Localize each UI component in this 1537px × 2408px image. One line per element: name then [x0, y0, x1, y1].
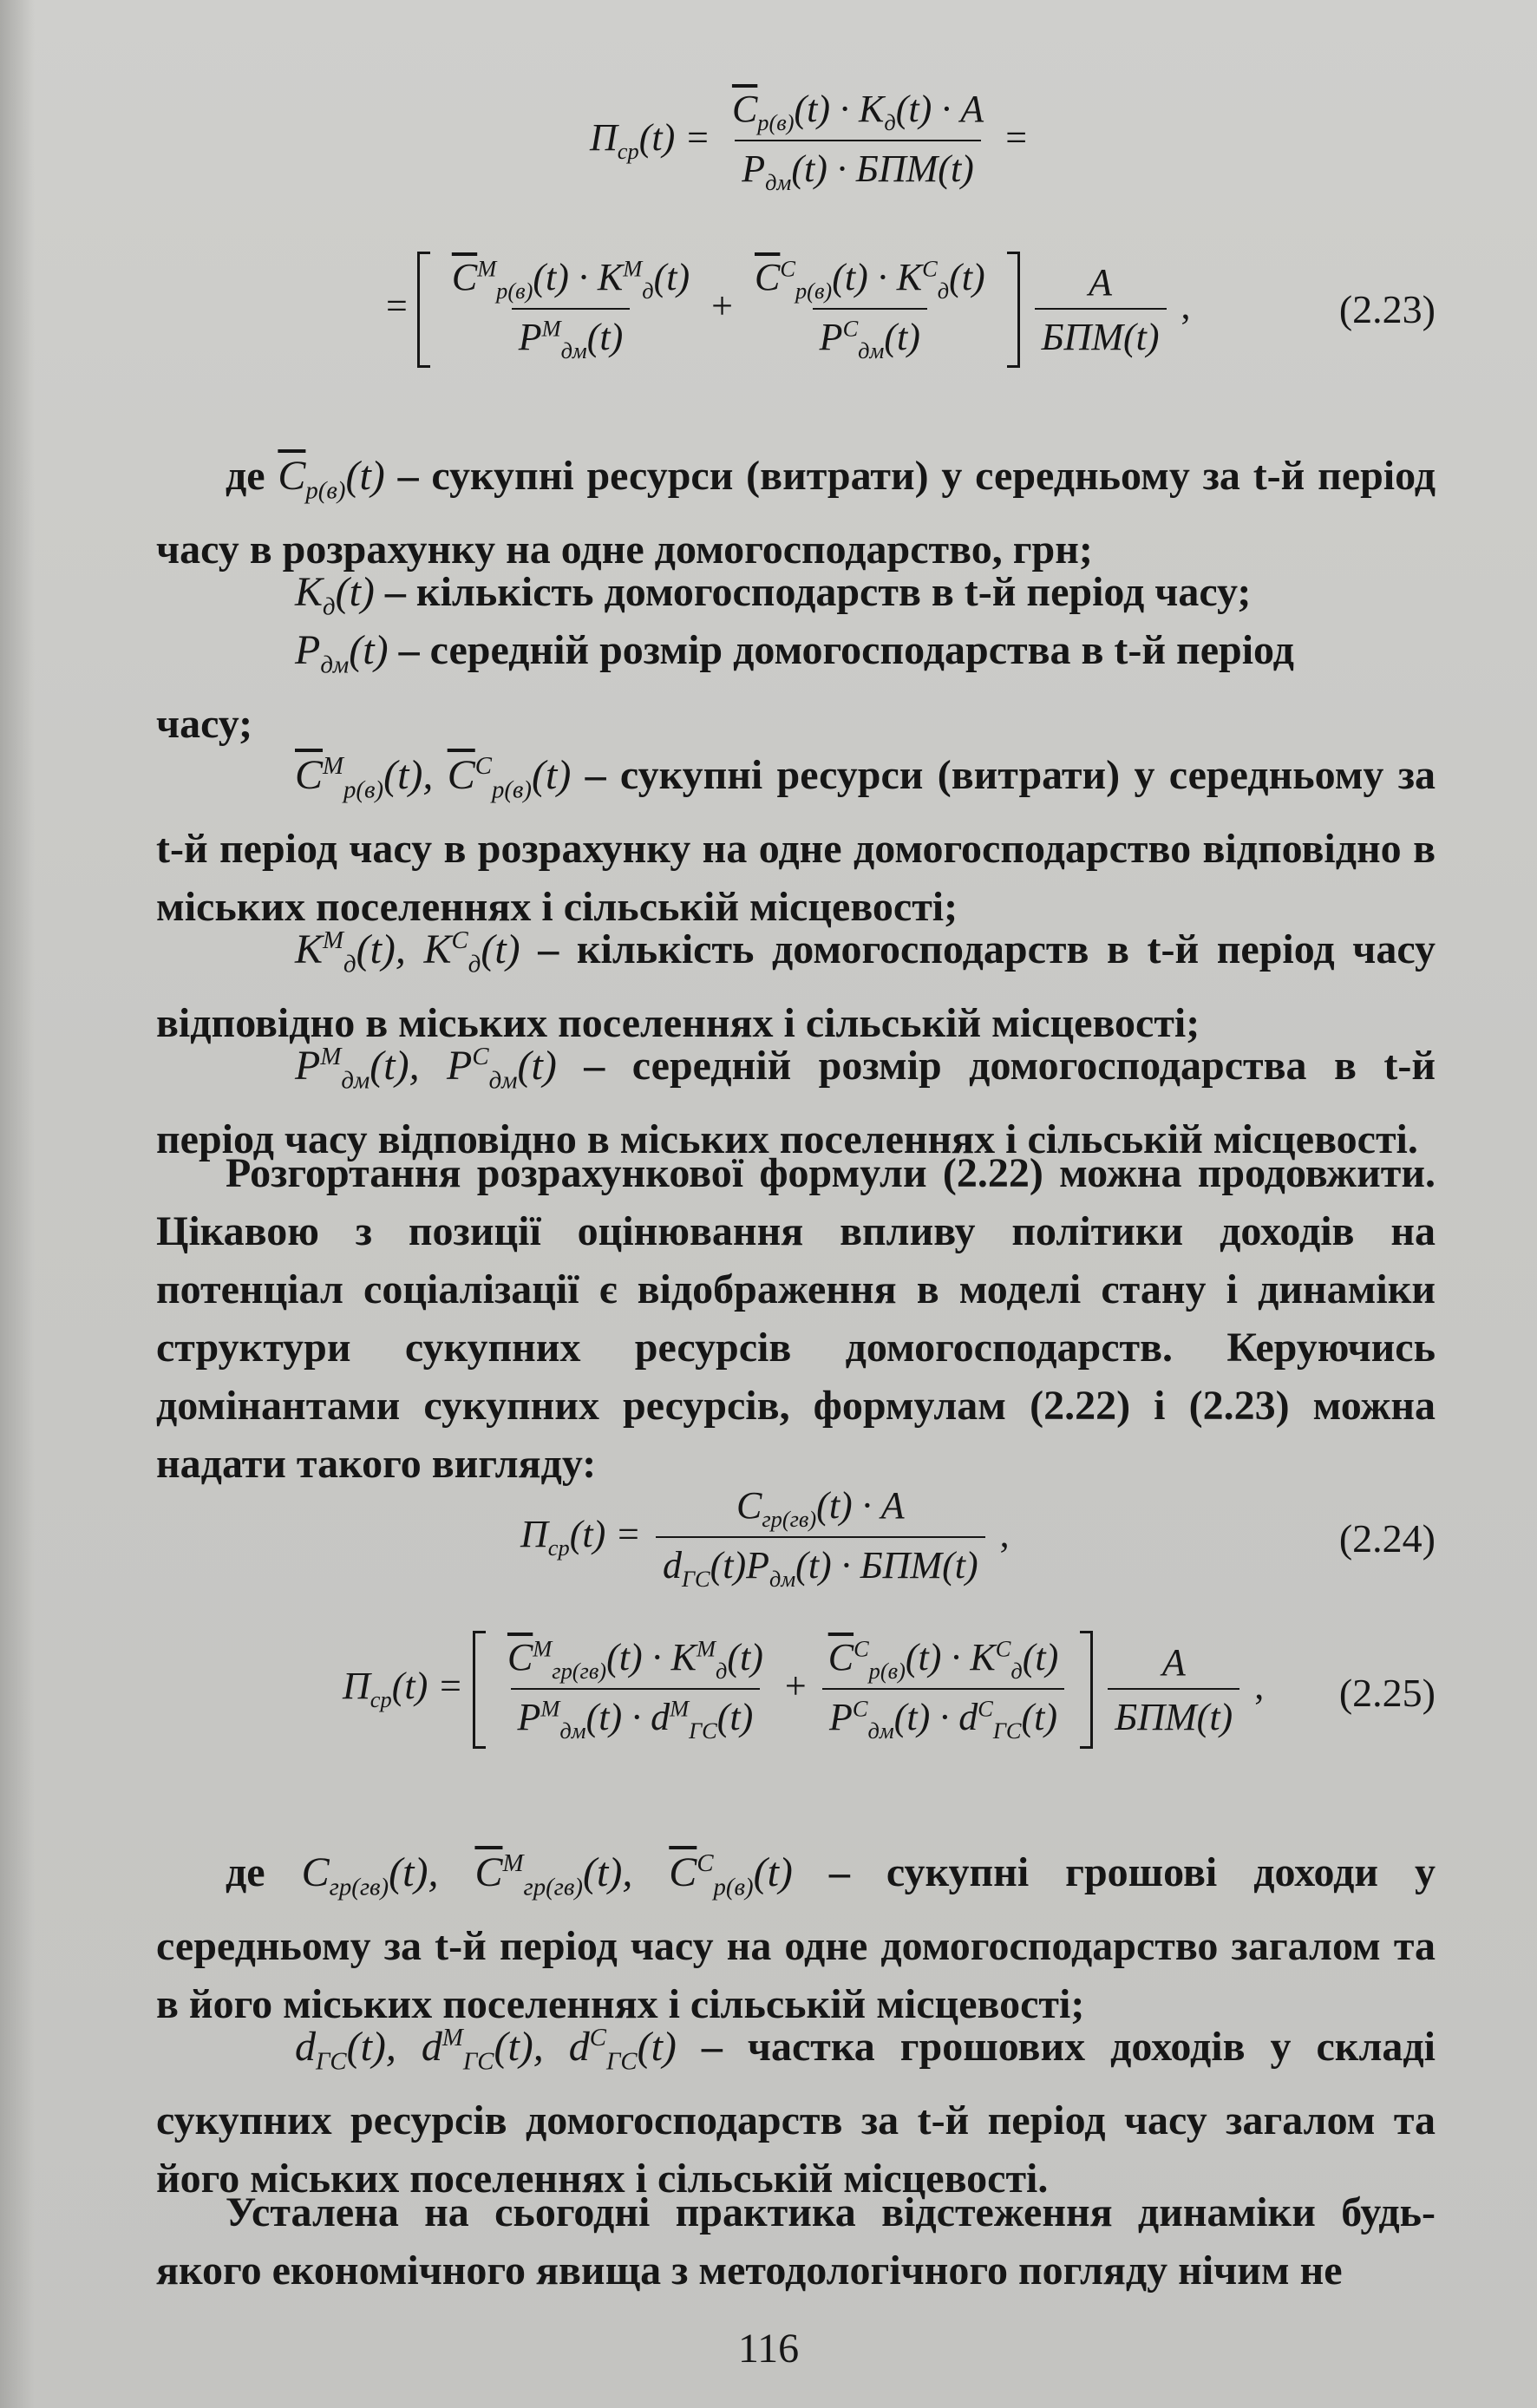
paragraph-definition-3: $P_{дм}(t)$ – середній розмір домогосподарства в t-й період часу;	[156, 627, 1294, 747]
page-number: 116	[737, 2326, 800, 2372]
page-edge-shadow	[0, 0, 35, 2408]
paragraph-definition-8: $d_{ГС}(t)$, $d^М_{ГС}(t)$, $d^С_{ГС}(t)$ – частка грошових доходів у складі сукупних ресурсів домогосподарств за t-й період часу загалом та його міських поселеннях і сільській місцевості.	[156, 2024, 1436, 2202]
paragraph-definition-1: де $\overline{C}_{р(в)}(t)$ – сукупні ресурси (витрати) у середньому за t-й період часу в розрахунку на одне домогосподарство, грн;	[156, 453, 1436, 573]
paragraph-main-text: Розгортання розрахункової формули (2.22) можна продовжити. Цікавою з позиції оцінювання впливу політики доходів на потенціал соціалізації є відображення в моделі стану і динаміки структури сукупних ресурсів домогосподарств. Керуючись домінантами сукупних ресурсів, формулам (2.22) і (2.23) можна надати такого вигляду:	[156, 1150, 1436, 1487]
paragraph-definition-6: $P^М_{дм}(t)$, $P^С_{дм}(t)$ – середній розмір домогосподарства в t-й період часу відповідно в міських поселеннях і сільській місцевості.	[156, 1043, 1436, 1162]
equation-number-2-24: (2.24)	[1338, 1516, 1436, 1561]
paragraph-closing: Усталена на сьогодні практика відстеження динаміки будь-якого економічного явища з методологічного погляду нічим не	[156, 2189, 1436, 2293]
equation-2-24: $П_{ср}(t)$ = $\frac{C_{гр(гв)}(t) \cdot A}{d_{ГС}(t)P_{дм}(t) \cdot БПМ(t)}$ ,	[520, 1484, 1010, 1592]
text-column	[156, 0, 1436, 2408]
paragraph-definition-7: де $C_{гр(гв)}(t)$, $\overline{C}^М_{гр(гв)}(t)$, $\overline{C}^С_{р(в)}(t)$ – сукупні грошові доходи у середньому за t-й період часу на одне домогосподарство загалом та в його міських поселеннях і сільській місцевості;	[156, 1849, 1436, 2027]
paragraph-definition-5: $K^М_д(t)$, $K^С_д(t)$ – кількість домогосподарств в t-й період часу відповідно в міських поселеннях і сільській місцевості;	[156, 926, 1436, 1046]
equation-2-23-line-1: $П_{ср}(t)$ = $\frac{\overline{C}_{р(в)}(t) \cdot K_д(t) \cdot A}{P_{дм}(t) \cdot БПМ(t)}$ =	[590, 88, 1028, 195]
equation-2-25: $П_{ср}(t)$ = $\frac{\overline{C}^М_{гр(гв)}(t) \cdot K^М_д(t)}{P^М_{дм}(t) \cdot d^М_{ГС}(t)}$ + $\frac{\overline{C}^С_{р(в)}(t) \cdot K^С_д(t)}{P^С_{дм}(t) \cdot d^С_{ГС}(t)}$ $\frac{A}{\text{БПМ(t)}}$ ,	[343, 1631, 1264, 1749]
equation-2-23-line-2: = $\frac{\overline{C}^М_{р(в)}(t) \cdot K^М_д(t)}{P^М_{дм}(t)}$ + $\frac{\overline{C}^С_{р(в)}(t) \cdot K^С_д(t)}{P^С_{дм}(t)}$ $\frac{A}{\text{БПМ(t)}}$ ,	[386, 252, 1191, 368]
paragraph-definition-2: $K_д(t)$ – кількість домогосподарств в t-й період часу;	[295, 569, 1252, 621]
equation-number-2-25: (2.25)	[1338, 1671, 1436, 1715]
equation-number-2-23: (2.23)	[1338, 287, 1436, 331]
paragraph-definition-4: $\overline{C}^М_{р(в)}(t)$, $\overline{C}^С_{р(в)}(t)$ – сукупні ресурси (витрати) у середньому за t-й період часу в розрахунку на одне домогосподарство відповідно в міських поселеннях і сільській місцевості;	[156, 752, 1436, 930]
